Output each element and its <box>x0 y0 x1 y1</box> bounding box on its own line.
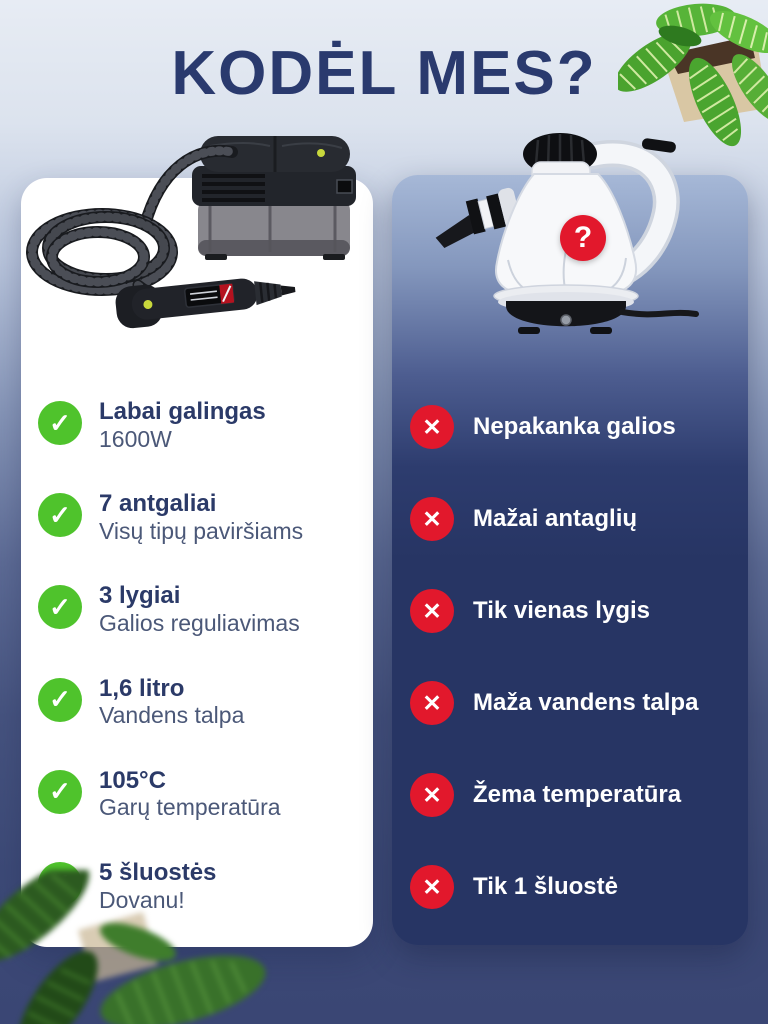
drawback-item <box>410 773 750 817</box>
benefit-subtitle: Visų tipų paviršiams <box>99 517 304 544</box>
competitor-body <box>494 174 638 312</box>
drawback-label: Mažai antaglių <box>473 505 638 532</box>
question-badge: ? <box>560 215 606 261</box>
drawback-item <box>410 865 750 909</box>
drawback-item <box>410 589 750 633</box>
check-icon: ✓ <box>38 493 82 537</box>
cross-icon: ✕ <box>410 589 454 633</box>
benefit-title: 5 šluostės <box>99 858 217 886</box>
benefit-title: Labai galingas <box>99 398 266 425</box>
benefit-subtitle: Dovanu! <box>99 886 185 913</box>
benefit-subtitle: Vandens talpa <box>99 702 245 729</box>
benefit-title: 3 lygiai <box>99 582 181 610</box>
benefit-item <box>38 490 358 545</box>
drawback-item <box>410 681 750 725</box>
benefit-subtitle: Galios reguliavimas <box>99 609 300 636</box>
cross-icon: ✕ <box>410 773 454 817</box>
benefit-item <box>38 767 358 822</box>
drawback-item <box>410 497 750 541</box>
benefit-subtitle: Garų temperatūra <box>99 794 281 821</box>
benefit-item <box>38 398 358 453</box>
drawback-label: Maža vandens talpa <box>473 689 699 716</box>
drawback-label: Nepakanka galios <box>473 413 676 440</box>
plant-leaves <box>0 870 273 1024</box>
benefit-title: 1,6 litro <box>99 674 185 702</box>
benefit-item <box>38 582 358 637</box>
benefit-subtitle: 1600W <box>99 425 172 452</box>
competitor-cord <box>622 312 696 314</box>
competitor-product-image <box>430 130 700 337</box>
competitor-base <box>506 301 626 334</box>
cross-icon: ✕ <box>410 681 454 725</box>
cross-icon: ✕ <box>410 865 454 909</box>
drawback-label: Tik 1 šluostė <box>473 873 618 900</box>
check-icon: ✓ <box>38 678 82 722</box>
drawback-label: Tik vienas lygis <box>473 597 650 624</box>
plant-bottom-left-image <box>0 870 288 1024</box>
benefit-title: 7 antgaliai <box>99 490 217 518</box>
check-icon: ✓ <box>38 585 82 629</box>
benefit-item <box>38 675 358 730</box>
check-icon: ✓ <box>38 770 82 814</box>
drawback-item <box>410 405 750 449</box>
page-title: KODĖL MES? <box>171 39 597 108</box>
drawbacks-list <box>410 405 750 909</box>
cross-icon: ✕ <box>410 497 454 541</box>
drawback-label: Žema temperatūra <box>473 781 682 808</box>
benefit-title: 105°C <box>99 766 166 794</box>
check-icon: ✓ <box>38 401 82 445</box>
our-product-image <box>20 130 365 332</box>
benefits-list <box>38 398 358 914</box>
cross-icon: ✕ <box>410 405 454 449</box>
